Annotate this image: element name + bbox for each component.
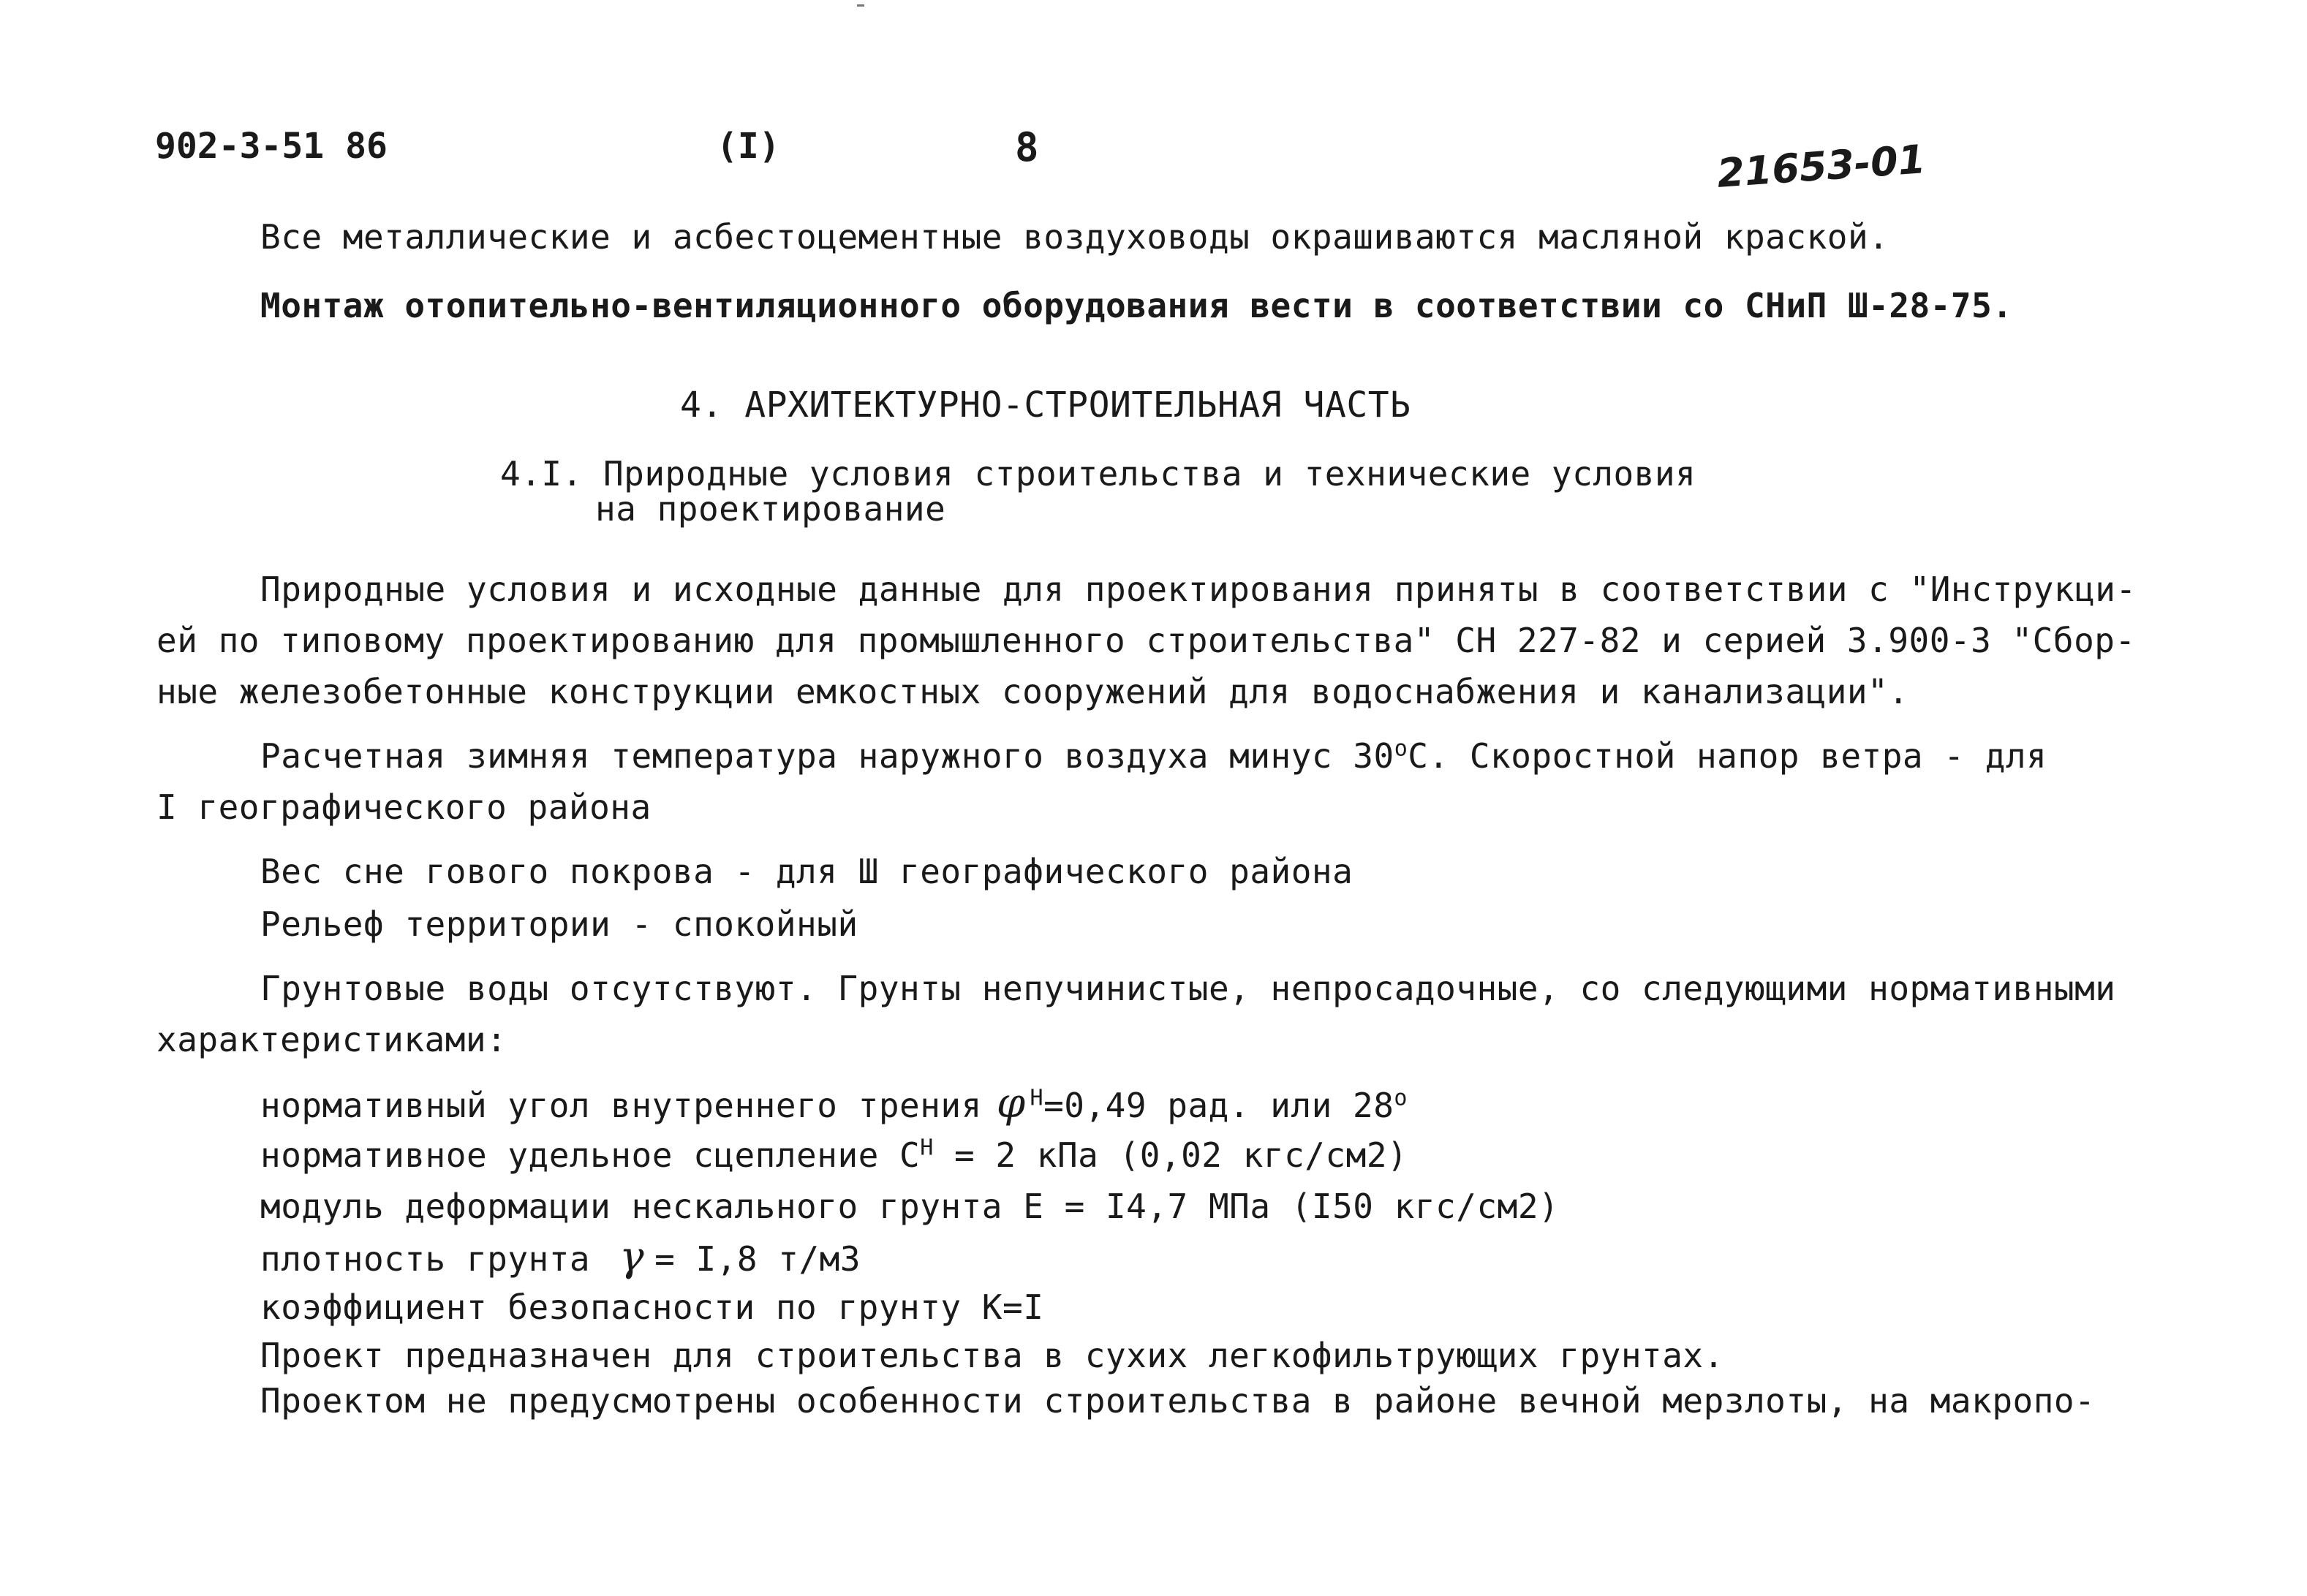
section-title: 4. АРХИТЕКТУРНО-СТРОИТЕЛЬНАЯ ЧАСТЬ xyxy=(680,385,1411,426)
page-number: 8 xyxy=(1015,124,1039,170)
p2-degree: о xyxy=(1394,735,1408,762)
permafrost-line: Проектом не предусмотрены особенности строительства в районе вечной мерзлоты, на макропо- xyxy=(260,1381,2096,1421)
safety-line: коэффициент безопасности по грунту К=I xyxy=(260,1287,1044,1327)
cohesion-value: = 2 кПа (0,02 кгс/см2) xyxy=(933,1135,1408,1175)
p5-line-1: Грунтовые воды отсутствуют. Грунты непучинистые, непросадочные, со следующими нормативными xyxy=(260,969,2116,1008)
modulus-line: модуль деформации нескального грунта Е = I4,7 МПа (I50 кгс/см2) xyxy=(260,1187,1560,1226)
scan-speck xyxy=(857,4,864,7)
cohesion-line xyxy=(260,1135,1408,1176)
friction-line xyxy=(260,1080,1408,1127)
friction-sup: Н xyxy=(1030,1085,1044,1111)
friction-degree: о xyxy=(1394,1085,1408,1111)
doc-number: 902-3-51 86 xyxy=(155,126,388,167)
friction-label: нормативный угол внутреннего трения xyxy=(260,1086,982,1125)
section-subtitle-line-2: на проектирование xyxy=(595,489,946,529)
p3-line: Вес сне гового покрова - для Ш географического района xyxy=(260,852,1353,891)
part-number: (I) xyxy=(717,126,780,167)
density-label: плотность грунта xyxy=(260,1239,591,1279)
p2-line-1-b: С. Скоростной напор ветра - для xyxy=(1408,736,2047,776)
p1-line-2: ей по типовому проектированию для промышленного строительства" СН 227-82 и серией 3.900-3 "Сбор- xyxy=(156,621,2136,660)
density-line xyxy=(260,1233,861,1281)
inventory-number: 21653-01 xyxy=(1715,136,1927,197)
p1-line-1: Природные условия и исходные данные для проектирования приняты в соответствии с "Инструкци- xyxy=(260,570,2137,609)
section-subtitle-line-1: 4.I. Природные условия строительства и технические условия xyxy=(500,454,1696,493)
density-value: = I,8 т/м3 xyxy=(654,1239,861,1279)
cohesion-label: нормативное удельное сцепление С xyxy=(260,1135,921,1175)
phi-symbol: φ xyxy=(996,1080,1026,1127)
p1-line-3: ные железобетонные конструкции емкостных сооружений для водоснабжения и канализации". xyxy=(156,672,1909,711)
friction-value: =0,49 рад. или 28 xyxy=(1043,1086,1394,1125)
p2-line-1 xyxy=(260,735,2047,776)
p4-line: Рельеф территории - спокойный xyxy=(260,904,858,944)
intro-line-2: Монтаж отопительно-вентиляционного оборудования вести в соответствии со СНиП Ш-28-75. xyxy=(260,286,2013,325)
p2-line-2: I географического района xyxy=(156,787,652,827)
p2-line-1-a: Расчетная зимняя температура наружного воздуха минус 30 xyxy=(260,736,1394,776)
intro-line-1: Все металлические и асбестоцементные воздуховоды окрашиваются масляной краской. xyxy=(260,217,1889,257)
cohesion-sup: Н xyxy=(920,1135,934,1161)
p5-line-2: характеристиками: xyxy=(156,1020,507,1059)
dry-soils-line: Проект предназначен для строительства в сухих легкофильтрующих грунтах. xyxy=(260,1336,1724,1375)
gamma-symbol: γ xyxy=(619,1233,645,1281)
